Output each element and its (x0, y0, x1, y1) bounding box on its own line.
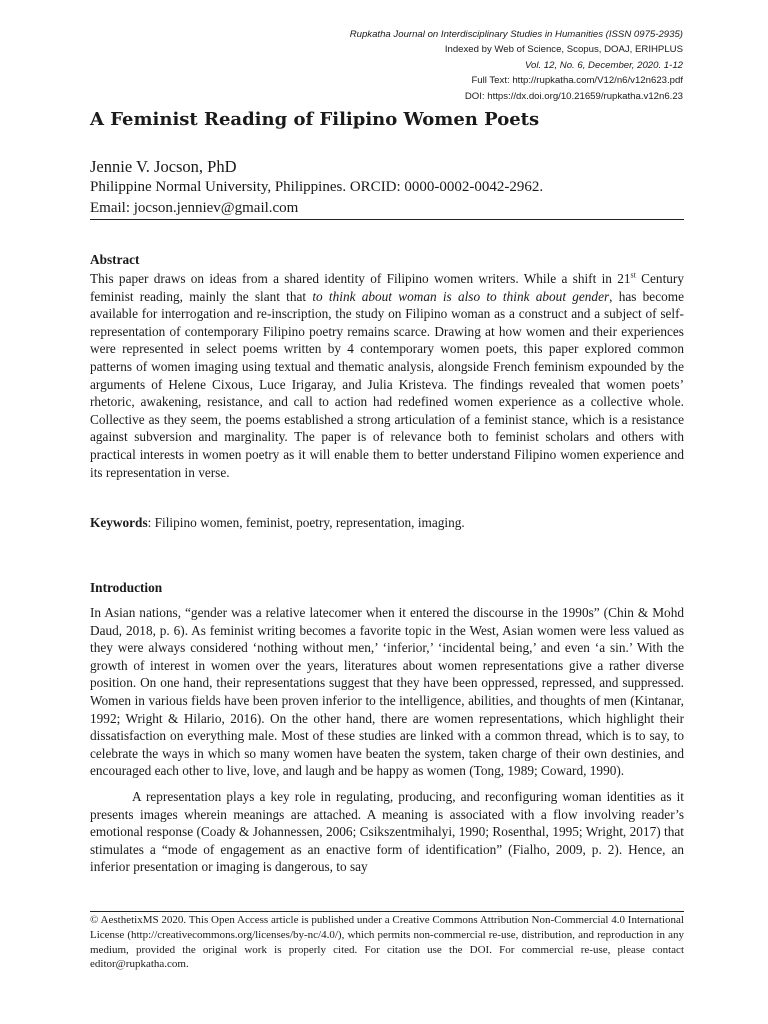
keywords-label: Keywords (90, 515, 148, 530)
journal-name: Rupkatha Journal on Interdisciplinary Studies in Humanities (ISSN 0975-2935) (349, 29, 683, 40)
author-divider (90, 219, 684, 220)
author-affiliation: Philippine Normal University, Philippines. ORCID: 0000-0002-0042-2962. (90, 179, 544, 195)
paper-title: A Feminist Reading of Filipino Women Poets (90, 109, 540, 130)
fulltext-link[interactable]: Full Text: http://rupkatha.com/V12/n6/v12n623.pdf (471, 75, 683, 87)
abstract-heading: Abstract (90, 252, 140, 267)
abstract-text-c: , has become available for interrogation and re-inscription, the study on Filipino woman as a construct and a subject of self-representation of contemporary Filipino poetry remains scarce. Drawing at how women and their experiences were represented in select poems written by 4 contemporary women poets, this paper explored common patterns of women imaging using textual and thematic analysis, alongside French feminism expounded by the arguments of Helene Cixous, Luce Irigaray, and Julia Kristeva. The findings revealed that women poets’ rhetoric, awakening, resistance, and call to action had redefined women experience as a collective whole. Collective as they seem, the poems established a strong articulation of a feminist stance, which is a resistance against subversion and marginality. The paper is of relevance both to feminist scholars and others with practical interests in women poetry as it will enable them to better understand Filipino women experience and its representation in verse. (90, 288, 684, 480)
introduction-body (90, 604, 684, 876)
license-footer: © AesthetixMS 2020. This Open Access article is published under a Creative Commons Attribution Non-Commercial 4.0 International License (http://creativecommons.org/licenses/by-nc/4.0/), which permits non-commercial re-use, distribution, and reproduction in any medium, provided the original work is properly cited. For citation use the DOI. For commercial re-use, please contact editor@rupkatha.com. (90, 914, 684, 971)
abstract-text-a: This paper draws on ideas from a shared identity of Filipino women writers. While a shift in 21 (90, 271, 631, 286)
abstract-sup: st (630, 270, 636, 280)
author-email[interactable]: Email: jocson.jenniev@gmail.com (90, 200, 299, 216)
intro-paragraph-2: A representation plays a key role in regulating, producing, and reconfiguring woman identities as it presents images wherein meanings are attached. A meaning is associated with a flow involving reader’s emotional response (Coady & Johannessen, 2006; Csikszentmihalyi, 1990; Rosenthal, 1995; Wright, 2017) that stimulates a “mode of engagement as an enactive form of identification” (Fialho, 2009, p. 2). Hence, an inferior presentation or imaging is dangerous, to say (90, 788, 684, 875)
issue-line: Vol. 12, No. 6, December, 2020. 1-12 (524, 59, 683, 71)
introduction-heading: Introduction (90, 580, 163, 595)
author-name: Jennie V. Jocson, PhD (90, 157, 237, 176)
author-block (90, 156, 684, 219)
doi-link[interactable]: DOI: https://dx.doi.org/10.21659/rupkatha.v12n6.23 (464, 90, 683, 102)
intro-paragraph-1: In Asian nations, “gender was a relative latecomer when it entered the discourse in the 1990s” (Chin & Mohd Daud, 2018, p. 6). As feminist writing becomes a favorite topic in the West, Asian women were less valued as they were always considered ‘nothing without men,’ ‘inferior,’ ‘incidental being,’ and even ‘a sin.’ With the growth of interest in women over the years, literatures about women representations give a rather diverse position. On one hand, their representations suggest that they have been oppressed, repressed, and suppressed. Women in various fields have been proven inferior to the intelligence, abilities, and thoughts of men (Kintanar, 1992; Wright & Hilario, 2016). On the other hand, there are women representations, which highlight their dissatisfaction on everything male. Most of these studies are linked with a common thread, which is to say, to celebrate the ways in which so many women have beaten the system, taken charge of their own destinies, and encouraged each other to live, love, and laugh and be happy as women (Tong, 1989; Coward, 1990). (90, 605, 684, 779)
keywords-line (90, 514, 684, 532)
abstract-italic: to think about woman is also to think about gender (312, 288, 610, 304)
abstract-text-b: Century feminist reading, mainly the slant that (90, 271, 684, 304)
indexing-line: Indexed by Web of Science, Scopus, DOAJ, ERIHPLUS (444, 44, 683, 56)
journal-header (223, 27, 683, 104)
keywords-text: : Filipino women, feminist, poetry, representation, imaging. (147, 515, 465, 530)
footer-divider (90, 911, 684, 912)
abstract-body (90, 270, 684, 481)
